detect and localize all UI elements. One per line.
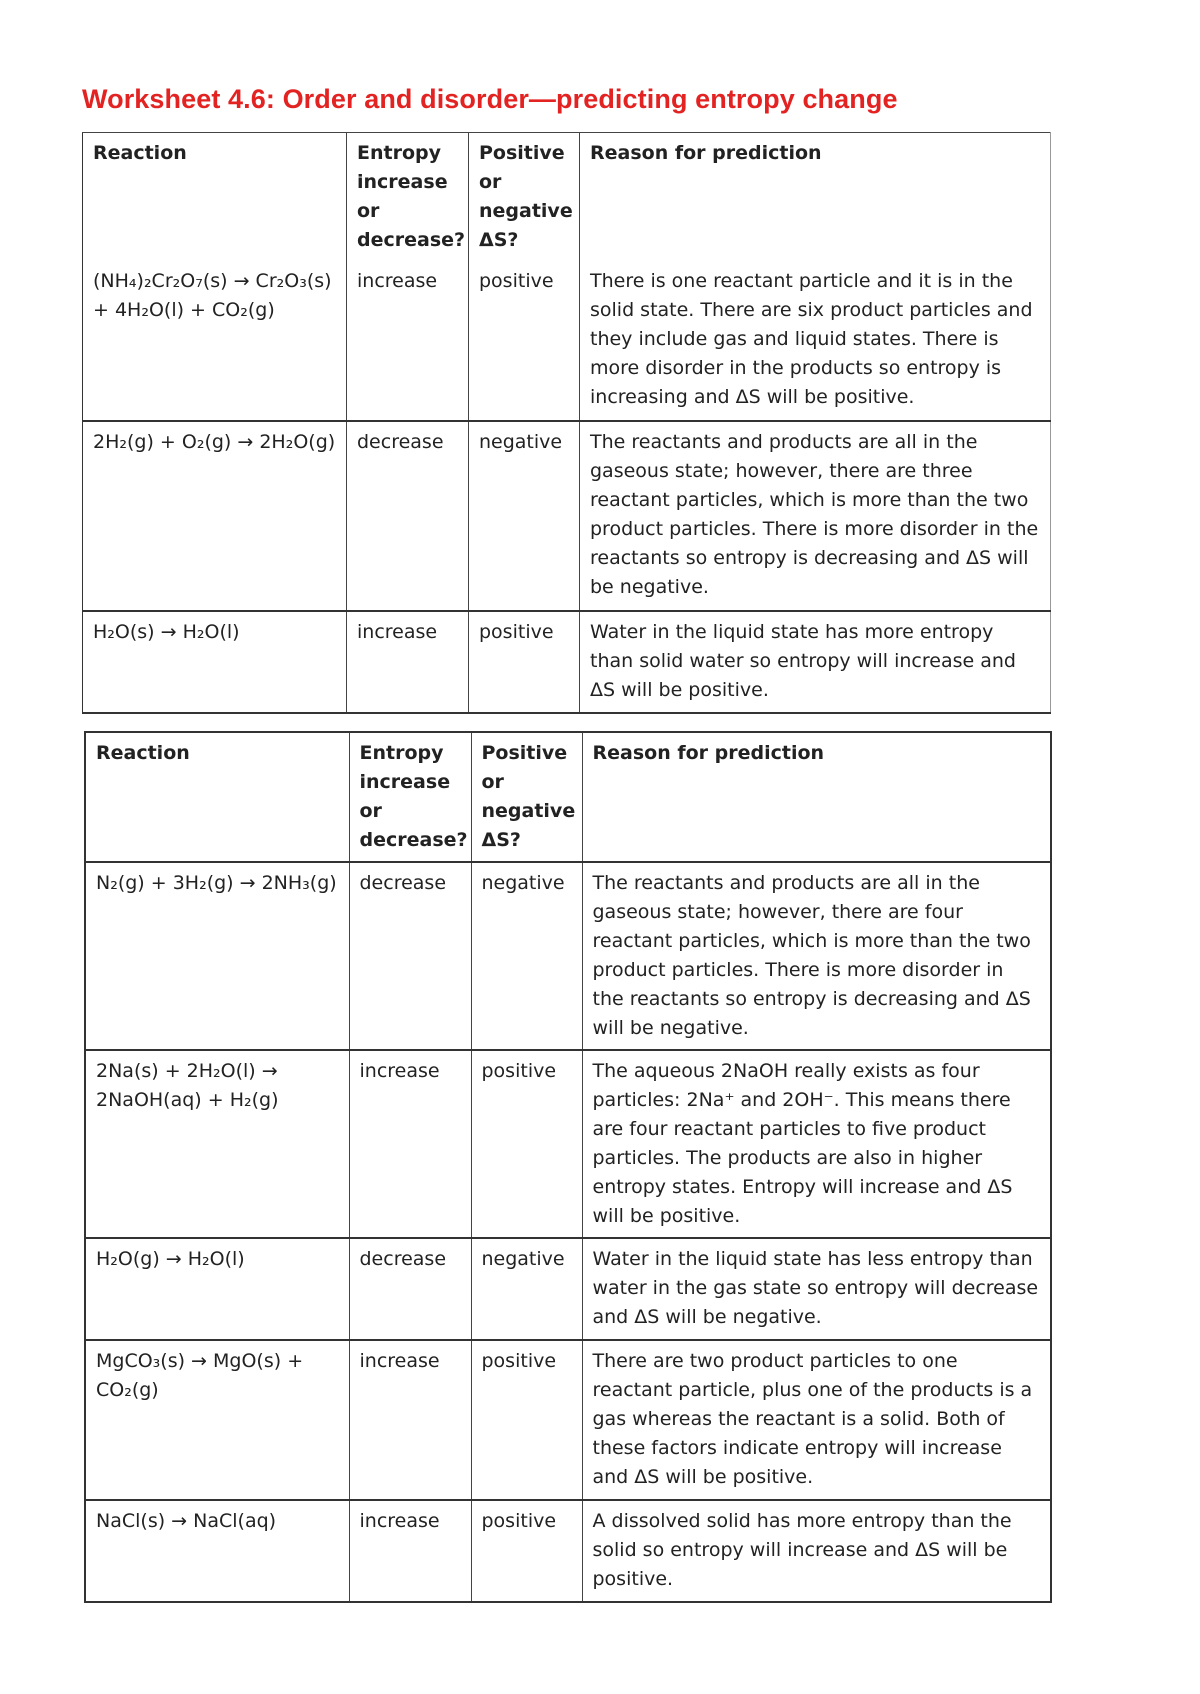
- table-row: [83, 261, 1051, 421]
- reason-cell: Water in the liquid state has less entropy than water in the gas state so entropy will decrease and ΔS will be negative.: [582, 1238, 1051, 1340]
- sign-cell: positive: [471, 1050, 582, 1238]
- reaction-cell: 2H₂(g) + O₂(g) → 2H₂O(g): [83, 421, 347, 611]
- entropy-cell: increase: [347, 611, 469, 713]
- page-title: Worksheet 4.6: Order and disorder—predicting entropy change: [82, 84, 898, 114]
- table-row: [85, 1340, 1051, 1500]
- reason-cell: The reactants and products are all in the gaseous state; however, there are four reactant particles, which is more than the two product particles. There is more disorder in the reactants so entropy is decreasing and ΔS will be negative.: [582, 862, 1051, 1050]
- table-row: [85, 862, 1051, 1050]
- header-sign: Positive or negative ΔS?: [469, 133, 580, 262]
- entropy-cell: increase: [349, 1050, 471, 1238]
- header-entropy: Entropy increase or decrease?: [347, 133, 469, 262]
- header-entropy: Entropy increase or decrease?: [349, 732, 471, 862]
- entropy-cell: decrease: [349, 862, 471, 1050]
- reaction-cell: (NH₄)₂Cr₂O₇(s) → Cr₂O₃(s) + 4H₂O(l) + CO₂(g): [83, 261, 347, 421]
- reaction-cell: H₂O(s) → H₂O(l): [83, 611, 347, 713]
- sign-cell: negative: [471, 862, 582, 1050]
- entropy-cell: increase: [349, 1340, 471, 1500]
- entropy-table-1: [82, 132, 1051, 714]
- entropy-table-2: [84, 731, 1052, 1603]
- reason-cell: The aqueous 2NaOH really exists as four particles: 2Na⁺ and 2OH⁻. This means there are four reactant particles to five product particles. The products are also in higher entropy states. Entropy will increase and ΔS will be positive.: [582, 1050, 1051, 1238]
- table-row: [83, 421, 1051, 611]
- reason-cell: A dissolved solid has more entropy than the solid so entropy will increase and ΔS will be positive.: [582, 1500, 1051, 1602]
- header-reaction: Reaction: [83, 133, 347, 262]
- header-row: [85, 732, 1051, 862]
- entropy-cell: decrease: [349, 1238, 471, 1340]
- reaction-cell: 2Na(s) + 2H₂O(l) → 2NaOH(aq) + H₂(g): [85, 1050, 349, 1238]
- header-reason: Reason for prediction: [580, 133, 1051, 262]
- table-row: [85, 1238, 1051, 1340]
- sign-cell: negative: [469, 421, 580, 611]
- entropy-cell: decrease: [347, 421, 469, 611]
- table-row: [85, 1050, 1051, 1238]
- sign-cell: positive: [471, 1340, 582, 1500]
- sign-cell: positive: [469, 261, 580, 421]
- header-row: [83, 133, 1051, 262]
- header-reaction: Reaction: [85, 732, 349, 862]
- entropy-cell: increase: [347, 261, 469, 421]
- table-row: [85, 1500, 1051, 1602]
- sign-cell: negative: [471, 1238, 582, 1340]
- reason-cell: There is one reactant particle and it is in the solid state. There are six product particles and they include gas and liquid states. There is more disorder in the products so entropy is increasing and ΔS will be positive.: [580, 261, 1051, 421]
- reason-cell: The reactants and products are all in the gaseous state; however, there are three reactant particles, which is more than the two product particles. There is more disorder in the reactants so entropy is decreasing and ΔS will be negative.: [580, 421, 1051, 611]
- table-row: [83, 611, 1051, 713]
- reason-cell: Water in the liquid state has more entropy than solid water so entropy will increase and ΔS will be positive.: [580, 611, 1051, 713]
- header-reason: Reason for prediction: [582, 732, 1051, 862]
- entropy-cell: increase: [349, 1500, 471, 1602]
- reaction-cell: NaCl(s) → NaCl(aq): [85, 1500, 349, 1602]
- sign-cell: positive: [469, 611, 580, 713]
- reaction-cell: H₂O(g) → H₂O(l): [85, 1238, 349, 1340]
- header-sign: Positive or negative ΔS?: [471, 732, 582, 862]
- reaction-cell: MgCO₃(s) → MgO(s) + CO₂(g): [85, 1340, 349, 1500]
- sign-cell: positive: [471, 1500, 582, 1602]
- reason-cell: There are two product particles to one reactant particle, plus one of the products is a gas whereas the reactant is a solid. Both of these factors indicate entropy will increase and ΔS will be positive.: [582, 1340, 1051, 1500]
- reaction-cell: N₂(g) + 3H₂(g) → 2NH₃(g): [85, 862, 349, 1050]
